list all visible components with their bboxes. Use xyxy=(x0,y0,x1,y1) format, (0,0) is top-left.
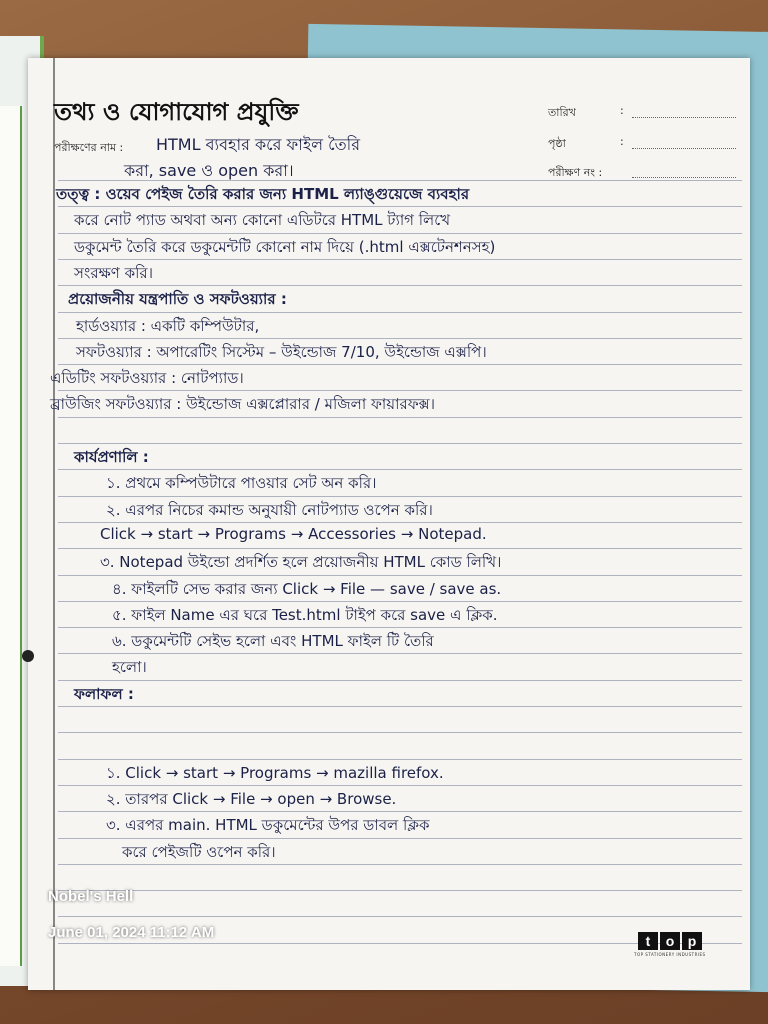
text-line: হার্ডওয়্যার : একটি কম্পিউটার, xyxy=(76,316,260,335)
date-field-line xyxy=(632,116,736,118)
text-line: ১. Click → start → Programs → mazilla firefox. xyxy=(106,763,444,782)
binder-hole xyxy=(22,650,34,662)
page-number-field-line xyxy=(632,147,736,149)
text-line: প্রয়োজনীয় যন্ত্রপাতি ও সফটওয়্যার : xyxy=(68,290,287,309)
text-line: Click → start → Programs → Accessories → Notepad. xyxy=(100,524,487,543)
text-line: সফটওয়্যার : অপারেটিং সিস্টেম – উইন্ডোজ 7/10, উইন্ডোজ এক্সপি। xyxy=(76,342,487,361)
ruled-line xyxy=(58,443,742,444)
text-line: ৩. এরপর main. HTML ডকুমেন্টের উপর ডাবল ক্লিক xyxy=(106,816,430,835)
text-line: ৩. Notepad উইন্ডো প্রদর্শিত হলে প্রয়োজনীয় HTML কোড লিখি। xyxy=(100,553,502,572)
date-colon: : xyxy=(620,104,624,117)
brand-letter: t xyxy=(638,932,658,950)
brand-logo xyxy=(638,932,702,950)
text-line: ডকুমেন্ট তৈরি করে ডকুমেন্টটি কোনো নাম দিয়ে (.html এক্সটেনশনসহ) xyxy=(74,237,496,256)
text-line: করে নোট প্যাড অথবা অন্য কোনো এডিটরে HTML ট্যাগ লিখে xyxy=(74,211,451,230)
text-line: এডিটিং সফটওয়্যার : নোটপ্যাড। xyxy=(50,369,244,388)
text-line: ফলাফল : xyxy=(74,684,134,703)
experiment-name-line-2: করা, save ও open করা। xyxy=(124,161,294,180)
brand-tagline: TOP STATIONERY INDUSTRIES xyxy=(634,952,706,957)
text-line: কার্যপ্রণালি : xyxy=(74,448,149,466)
ruled-line xyxy=(58,469,742,470)
notebook-page xyxy=(28,58,750,990)
date-label: তারিখ xyxy=(548,106,576,119)
watermark-name: Nobel's Hell xyxy=(48,888,134,905)
experiment-name-label: পরীক্ষণের নাম : xyxy=(54,141,124,154)
experiment-number-field-line xyxy=(632,176,736,178)
page-number-label: পৃষ্ঠা xyxy=(548,137,566,150)
margin-line xyxy=(53,58,55,990)
ruled-line xyxy=(58,759,742,760)
experiment-name-line-1: HTML ব্যবহার করে ফাইল তৈরি xyxy=(156,135,361,154)
text-line: ১. প্রথমে কম্পিউটারে পাওয়ার সেট অন করি। xyxy=(106,474,377,493)
text-line: করে পেইজটি ওপেন করি। xyxy=(122,842,276,861)
brand-letter: p xyxy=(682,932,702,950)
text-line: ৫. ফাইল Name এর ঘরে Test.html টাইপ করে save এ ক্লিক. xyxy=(112,605,498,624)
experiment-number-label: পরীক্ষণ নং : xyxy=(548,166,603,179)
ruled-line xyxy=(58,706,742,707)
ruled-line xyxy=(58,732,742,733)
text-line: তত্ত্ব : ওয়েব পেইজ তৈরি করার জন্য HTML ল্যাঙ্গুয়েজে ব্যবহার xyxy=(56,185,470,203)
ruled-line xyxy=(58,285,742,286)
ruled-line xyxy=(58,890,742,891)
text-line: হলো। xyxy=(112,658,147,677)
page-number-colon: : xyxy=(620,135,624,148)
ruled-line xyxy=(58,680,742,681)
ruled-line xyxy=(58,548,742,549)
text-line: ৪. ফাইলটি সেভ করার জন্য Click → File — save / save as. xyxy=(112,579,502,598)
page-title: তথ্য ও যোগাযোগ প্রযুক্তি xyxy=(54,97,299,126)
ruled-line xyxy=(58,180,742,181)
text-line: ২. তারপর Click → File → open → Browse. xyxy=(106,789,397,808)
brand-letter: o xyxy=(660,932,680,950)
ruled-line xyxy=(58,916,742,917)
text-line: ২. এরপর নিচের কমান্ড অনুযায়ী নোটপ্যাড ওপেন করি। xyxy=(106,500,433,519)
text-line: সংরক্ষণ করি। xyxy=(74,263,154,282)
text-line: ব্রাউজিং সফটওয়্যার : উইন্ডোজ এক্সপ্লোরার / মজিলা ফায়ারফক্স। xyxy=(50,395,436,414)
watermark-datetime: June 01, 2024 11:12 AM xyxy=(48,924,215,941)
text-line: ৬. ডকুমেন্টটি সেইভ হলো এবং HTML ফাইল টি তৈরি xyxy=(112,632,434,651)
